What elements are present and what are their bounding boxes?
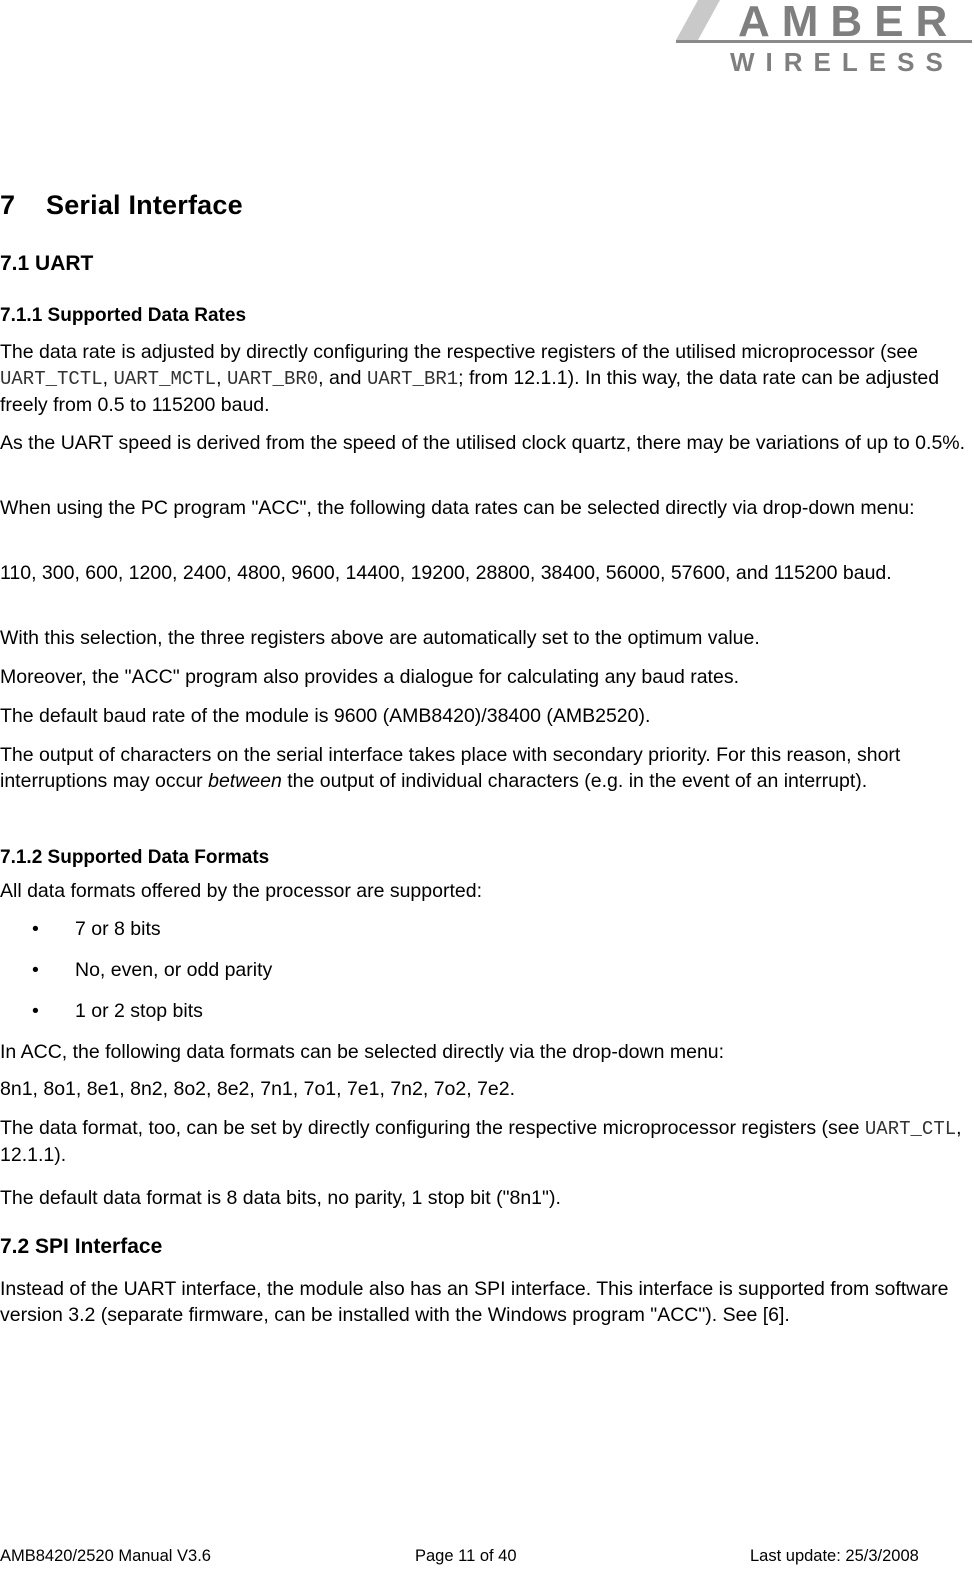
data-formats-intro: All data formats offered by the processor are supported: [0,880,482,902]
text-run: ; from 12.1.1). In this way, the data rate can be adjusted freely from 0.5 to 115200 baud. [0,367,940,416]
register-uart-tctl: UART_TCTL [0,368,103,390]
spi-heading: 7.2 SPI Interface [0,1235,163,1258]
data-format-list: 8n1, 8o1, 8e1, 8n2, 8o2, 8e2, 7n1, 7o1, 7e1, 7n2, 7o2, 7e2. [0,1078,516,1100]
data-formats-paragraph-3 [0,1115,972,1168]
list-item-text: No, even, or odd parity [75,959,273,981]
section-title: Serial Interface [46,190,243,220]
register-uart-mctl: UART_MCTL [113,368,217,390]
data-rates-paragraph-8 [0,742,972,794]
logo-top-text: AMBER [738,0,960,46]
text-run: , 12.1.1). [0,1117,962,1166]
data-rates-paragraph-6: Moreover, the "ACC" program also provides a dialogue for calculating any baud rates. [0,666,739,688]
bullet-mark: • [32,918,39,940]
text-run: the output of individual characters (e.g. in the event of an interrupt). [281,770,868,792]
logo-bottom-text: WIRELESS [730,47,954,77]
data-rates-paragraph-1 [0,339,972,418]
footer-manual-version: AMB8420/2520 Manual V3.6 [0,1547,211,1565]
data-rates-paragraph-2: As the UART speed is derived from the speed of the utilised clock quartz, there may be variations of up to 0.5%. [0,432,966,454]
section-heading [0,190,243,221]
default-data-format: The default data format is 8 data bits, no parity, 1 stop bit ("8n1"). [0,1187,561,1209]
data-rates-heading: 7.1.1 Supported Data Rates [0,305,247,326]
text-run: The output of characters on the serial interface takes place with secondary priority. For this reason, short interruptions may occur [0,744,901,792]
amber-wireless-logo [672,0,972,80]
register-uart-br1: UART_BR1 [366,368,459,390]
footer-last-update: Last update: 25/3/2008 [750,1547,919,1565]
logo-slash [676,0,720,40]
text-run: , [102,367,114,389]
section-number: 7 [0,190,16,220]
bullet-mark: • [32,1000,39,1022]
text-run: , [216,367,227,389]
text-run: The data format, too, can be set by directly configuring the respective microprocessor registers (see [0,1117,865,1139]
uart-heading: 7.1 UART [0,252,94,275]
emphasis-between: between [208,770,282,792]
spi-paragraph: Instead of the UART interface, the module also has an SPI interface. This interface is supported from software version 3.2 (separate firmware, can be installed with the Windows program "ACC"). See [6]. [0,1278,949,1326]
footer-page-number: Page 11 of 40 [415,1547,517,1565]
list-item-text: 7 or 8 bits [75,918,161,940]
data-formats-paragraph-1: In ACC, the following data formats can be selected directly via the drop-down menu: [0,1041,725,1063]
data-formats-heading: 7.1.2 Supported Data Formats [0,847,270,868]
text-run: The data rate is adjusted by directly configuring the respective registers of the utilised microprocessor (see [0,341,919,363]
data-rates-paragraph-5: With this selection, the three registers above are automatically set to the optimum value. [0,627,760,649]
data-rates-paragraph-3: When using the PC program "ACC", the following data rates can be selected directly via drop-down menu: [0,497,915,519]
register-uart-br0: UART_BR0 [226,368,319,390]
baud-rate-list: 110, 300, 600, 1200, 2400, 4800, 9600, 14400, 19200, 28800, 38400, 56000, 57600, and 115200 baud. [0,562,892,584]
bullet-mark: • [32,959,39,981]
default-baud-rate: The default baud rate of the module is 9600 (AMB8420)/38400 (AMB2520). [0,705,651,727]
register-uart-ctl: UART_CTL [864,1118,957,1140]
list-item-text: 1 or 2 stop bits [75,1000,203,1022]
text-run: , and [318,367,367,389]
